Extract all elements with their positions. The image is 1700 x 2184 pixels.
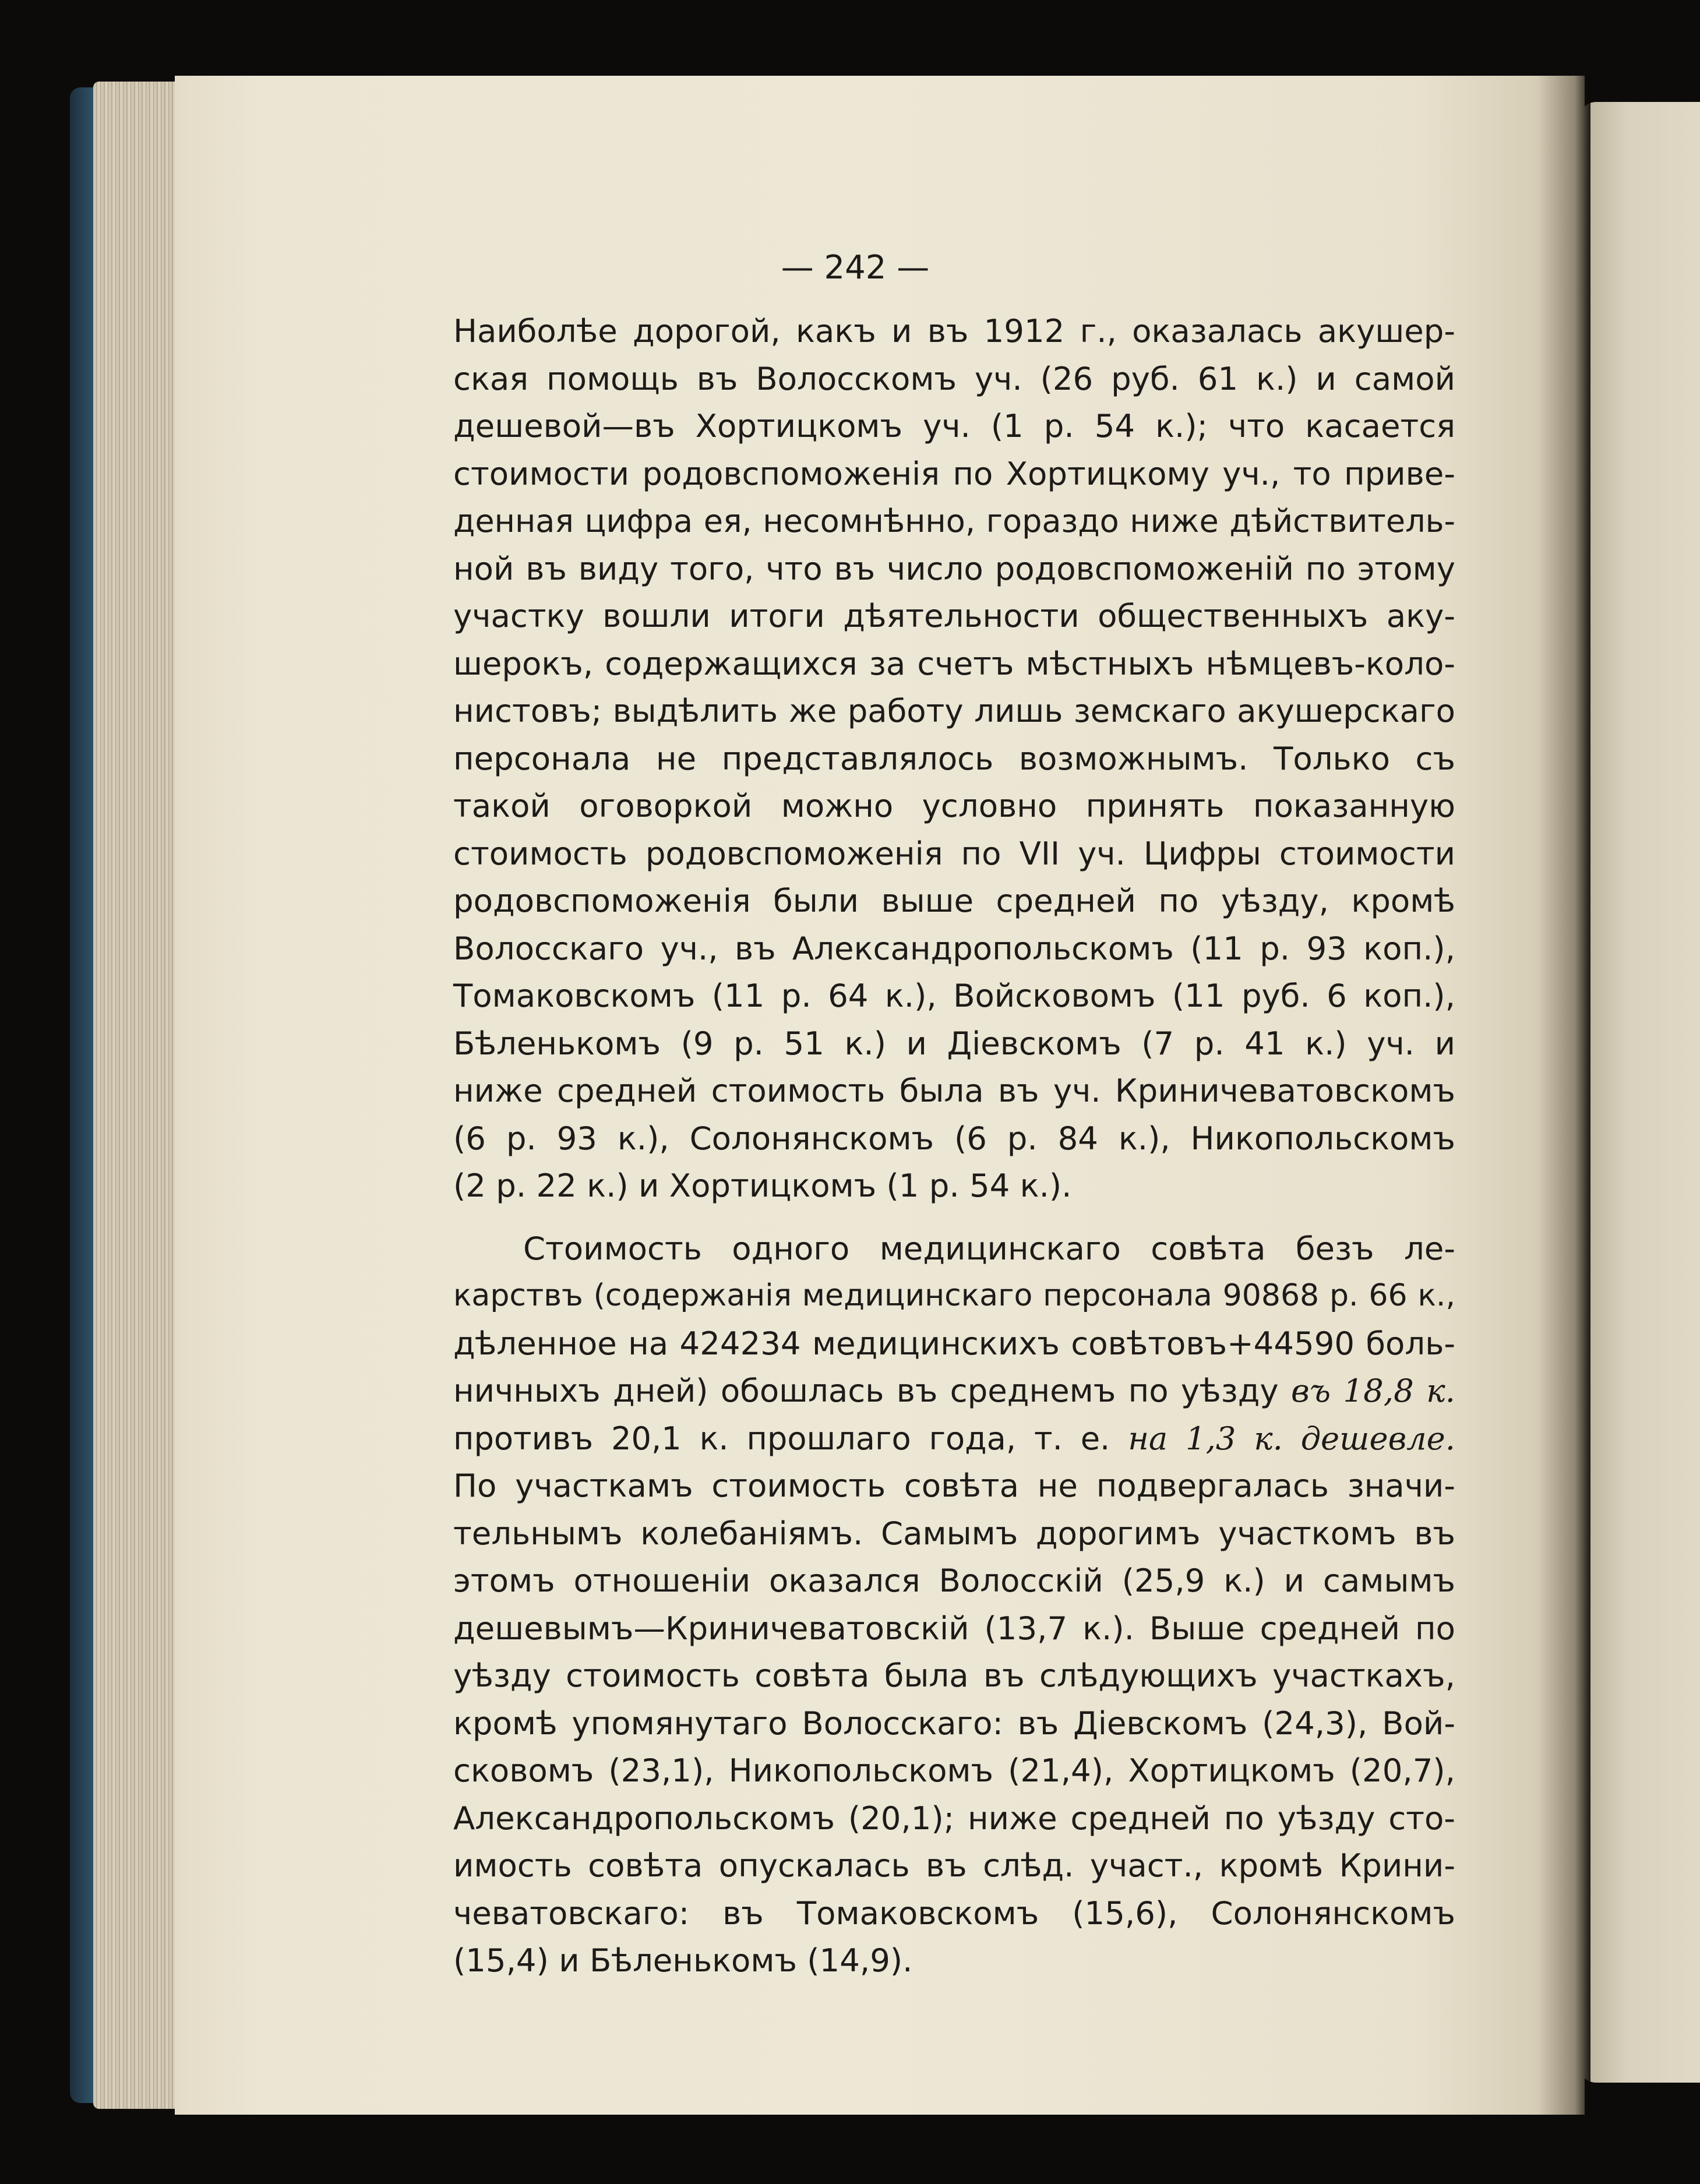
text-line [453,1367,1455,1415]
gutter-shadow [1538,76,1590,2115]
paragraph-gap [453,1210,1455,1225]
text-line: стоимости родовспоможенія по Хортицкому уч., то приве- [453,454,1455,492]
text-line: ская помощь въ Волосскомъ уч. (26 руб. 61 к.) и самой [453,359,1455,397]
text-line: родовспоможенія были выше средней по уѣзду, кромѣ [453,882,1455,919]
page-number: — 242 — [781,249,930,287]
text-line: (6 р. 93 к.), Солонянскомъ (6 р. 84 к.), Никопольскомъ [453,1119,1455,1157]
text-line: карствъ (содержанія медицинскаго персонала 90868 р. 66 к., [453,1278,1455,1313]
text-line: этомъ отношеніи оказался Волосскій (25,9 к.) и самымъ [453,1562,1455,1599]
text-line: Волосскаго уч., въ Александропольскомъ (11 р. 93 коп.), [453,929,1455,967]
text-line: нистовъ; выдѣлить же работу лишь земскаго акушерскаго [453,692,1455,729]
text-line: ниже средней стоимость была въ уч. Криничеватовскомъ [453,1072,1455,1109]
text-line: такой оговоркой можно условно принять показанную [453,787,1455,824]
text-line [453,1415,1455,1463]
text-line: Бѣленькомъ (9 р. 51 к.) и Діевскомъ (7 р. 41 к.) уч. и [453,1024,1455,1062]
text-line: стоимость родовспоможенія по VII уч. Цифры стоимости [453,834,1455,872]
text-line: Александропольскомъ (20,1); ниже средней по уѣзду сто- [453,1799,1455,1837]
facing-page-edge [1579,102,1700,2083]
text-line: тельнымъ колебаніямъ. Самымъ дорогимъ участкомъ въ [453,1514,1455,1552]
text-line: денная цифра ея, несомнѣнно, гораздо ниже дѣйствитель- [453,503,1455,539]
text-segment: ничныхъ дней) обошлась въ среднемъ по уѣзду [453,1372,1279,1409]
text-line: Стоимость одного медицинскаго совѣта безъ ле- [523,1229,1455,1267]
italic-emphasis: въ 18,8 к. [1291,1372,1455,1409]
text-line: По участкамъ стоимость совѣта не подвергалась значи- [453,1467,1455,1504]
text-segment: противъ 20,1 к. прошлаго года, т. е. [453,1420,1110,1457]
text-line: дешевой—въ Хортицкомъ уч. (1 р. 54 к.); что касается [453,407,1455,444]
text-line: кромѣ упомянутаго Волосскаго: въ Діевскомъ (24,3), Вой- [453,1704,1455,1742]
text-line: участку вошли итоги дѣятельности общественныхъ аку- [453,597,1455,634]
text-line: ной въ виду того, что въ число родовспоможеній по этому [453,549,1455,587]
text-line: чеватовскаго: въ Томаковскомъ (15,6), Солонянскомъ [453,1894,1455,1932]
text-line: (15,4) и Бѣленькомъ (14,9). [453,1942,913,1979]
text-line: Наиболѣе дорогой, какъ и въ 1912 г., оказалась акушер- [453,312,1455,350]
text-line: дешевымъ—Криничеватовскій (13,7 к.). Выше средней по [453,1609,1455,1647]
text-line: сковомъ (23,1), Никопольскомъ (21,4), Хортицкомъ (20,7), [453,1752,1455,1789]
text-line: персонала не представлялось возможнымъ. Только съ [453,739,1455,777]
text-line: шерокъ, содержащихся за счетъ мѣстныхъ нѣмцевъ-коло- [453,644,1455,682]
italic-emphasis: на 1,3 к. дешевле. [1128,1420,1455,1457]
text-line: уѣзду стоимость совѣта была въ слѣдующихъ участкахъ, [453,1657,1455,1694]
text-line: дѣленное на 424234 медицинскихъ совѣтовъ+44590 боль- [453,1324,1455,1362]
page-text [453,308,1455,1985]
text-line: имость совѣта опускалась въ слѣд. участ., кромѣ Крини- [453,1847,1455,1884]
text-line: (2 р. 22 к.) и Хортицкомъ (1 р. 54 к.). [453,1167,1072,1204]
text-line: Томаковскомъ (11 р. 64 к.), Войсковомъ (11 руб. 6 коп.), [453,977,1455,1014]
